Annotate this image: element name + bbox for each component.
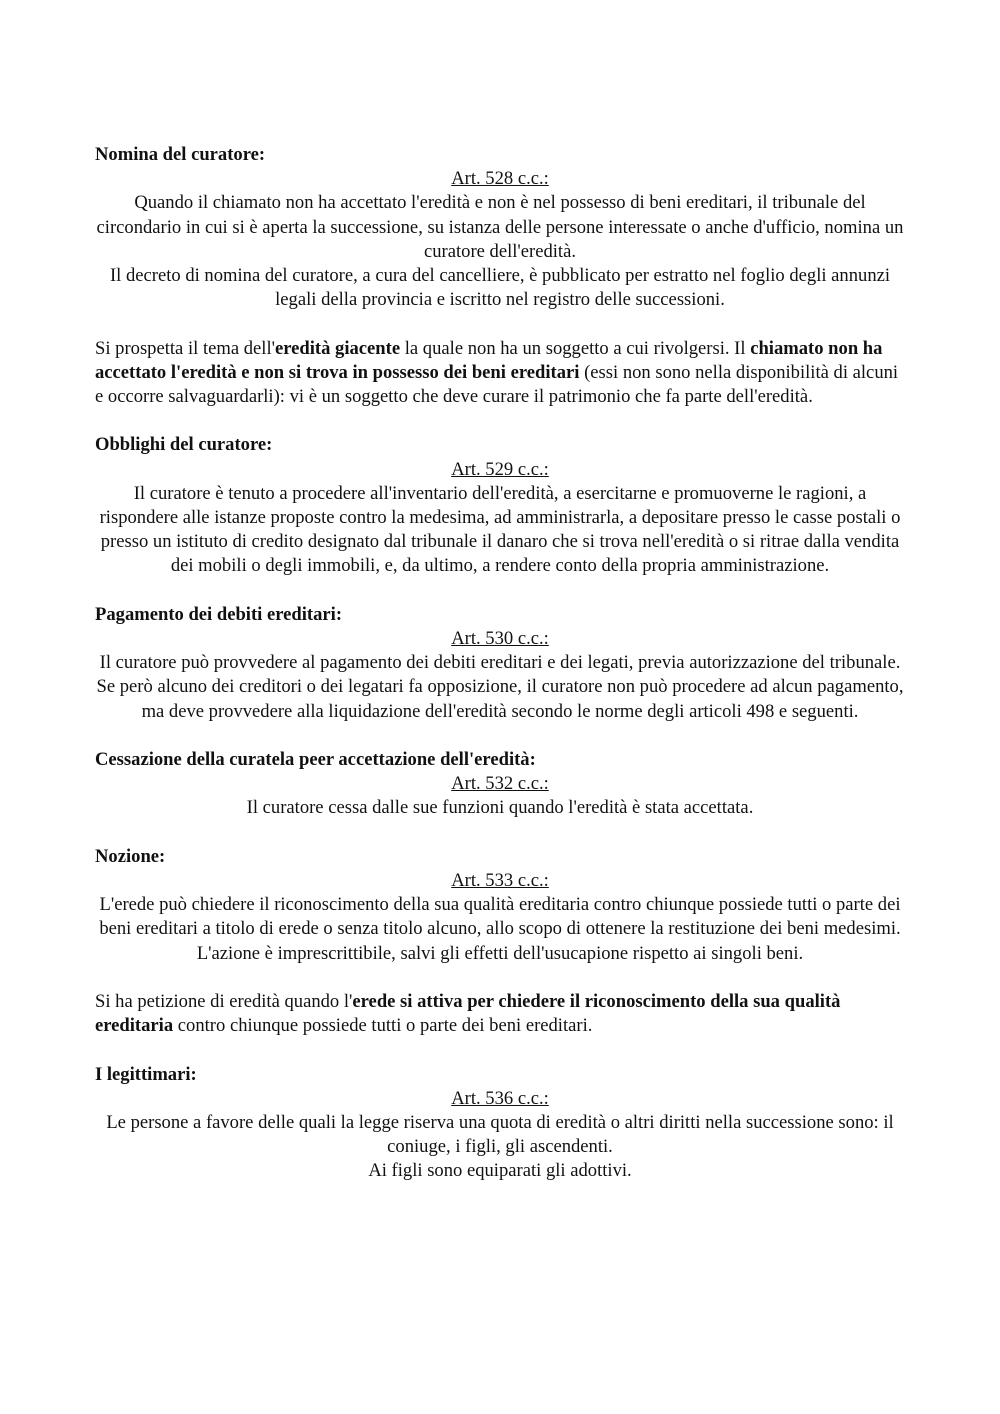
section-heading: Nozione: — [95, 845, 166, 867]
section-nomina-curatore — [95, 143, 905, 312]
article-reference — [95, 627, 905, 651]
section-heading: I legittimari: — [95, 1063, 197, 1085]
article-reference — [95, 458, 905, 482]
article-532-link[interactable]: Art. 532 c.c.: — [451, 773, 549, 795]
section-heading: Obblighi del curatore: — [95, 434, 273, 456]
commentary-petizione-eredita: Si ha petizione di eredità quando l'erede si attiva per chiedere il riconoscimento della sua qualità ereditaria contro chiunque possiede tutti o parte dei beni ereditari. — [95, 991, 841, 1037]
article-text: L'azione è imprescrittibile, salvi gli effetti dell'usucapione rispetto ai singoli beni. — [196, 942, 804, 964]
article-reference — [95, 869, 905, 893]
section-heading: Nomina del curatore: — [95, 144, 266, 165]
article-529-link[interactable]: Art. 529 c.c.: — [451, 458, 549, 480]
section-legittimari — [95, 1063, 905, 1184]
article-text: L'erede può chiedere il riconoscimento della sua qualità ereditaria contro chiunque possiede tutti o parte dei beni ereditari a titolo di erede o senza titolo alcuno, allo scopo di ottenere la restituzione dei beni medesimi. — [99, 894, 901, 940]
section-obblighi-curatore — [95, 433, 905, 578]
article-text: Il curatore è tenuto a procedere all'inventario dell'eredità, a esercitarne e promuoverne le ragioni, a rispondere alle istanze proposte contro la medesima, ad amministrarla, a depositare presso le casse postali o presso un istituto di credito designato dal tribunale il danaro che si trova nell'eredità o si ritrae dalla vendita dei mobili o degli immobili, e, da ultimo, a rendere conto della propria amministrazione. — [99, 482, 901, 577]
article-text: Il decreto di nomina del curatore, a cura del cancelliere, è pubblicato per estratto nel foglio degli annunzi legali della provincia e iscritto nel registro delle successioni. — [109, 265, 891, 311]
article-text: Se però alcuno dei creditori o dei legatari fa opposizione, il curatore non può procedere ad alcun pagamento, ma deve provvedere alla liquidazione dell'eredità secondo le norme degli articoli 498 e seguenti. — [96, 676, 904, 722]
section-pagamento-debiti — [95, 603, 905, 724]
section-cessazione-curatela — [95, 748, 905, 821]
section-heading: Cessazione della curatela peer accettazione dell'eredità: — [95, 749, 536, 771]
article-text: Le persone a favore delle quali la legge riserva una quota di eredità o altri diritti nella successione sono: il coniuge, i figli, gli ascendenti. — [106, 1112, 894, 1158]
article-text: Il curatore cessa dalle sue funzioni quando l'eredità è stata accettata. — [246, 797, 754, 819]
article-text: Quando il chiamato non ha accettato l'eredità e non è nel possesso di beni ereditari, il tribunale del circondario in cui si è aperta la successione, su istanza delle persone interessate o anche d'ufficio, nomina un curatore dell'eredità. — [96, 192, 904, 262]
article-528-link[interactable]: Art. 528 c.c.: — [451, 168, 549, 190]
article-533-link[interactable]: Art. 533 c.c.: — [451, 870, 549, 892]
commentary-eredita-giacente: Si prospetta il tema dell'eredità giacente la quale non ha un soggetto a cui rivolgersi. Il chiamato non ha accettato l'eredità e non si trova in possesso dei beni ereditari (essi non sono nella disponibilità di alcuni e occorre salvaguardarli): vi è un soggetto che deve curare il patrimonio che fa parte dell'eredità. — [95, 337, 899, 408]
article-text: Ai figli sono equiparati gli adottivi. — [368, 1160, 632, 1182]
section-nozione — [95, 845, 905, 966]
article-536-link[interactable]: Art. 536 c.c.: — [451, 1087, 549, 1109]
article-reference — [95, 1087, 905, 1111]
section-heading: Pagamento dei debiti ereditari: — [95, 603, 343, 625]
article-reference — [95, 167, 905, 191]
article-text: Il curatore può provvedere al pagamento dei debiti ereditari e dei legati, previa autorizzazione del tribunale. — [99, 652, 901, 674]
article-530-link[interactable]: Art. 530 c.c.: — [451, 628, 549, 650]
article-reference — [95, 772, 905, 796]
